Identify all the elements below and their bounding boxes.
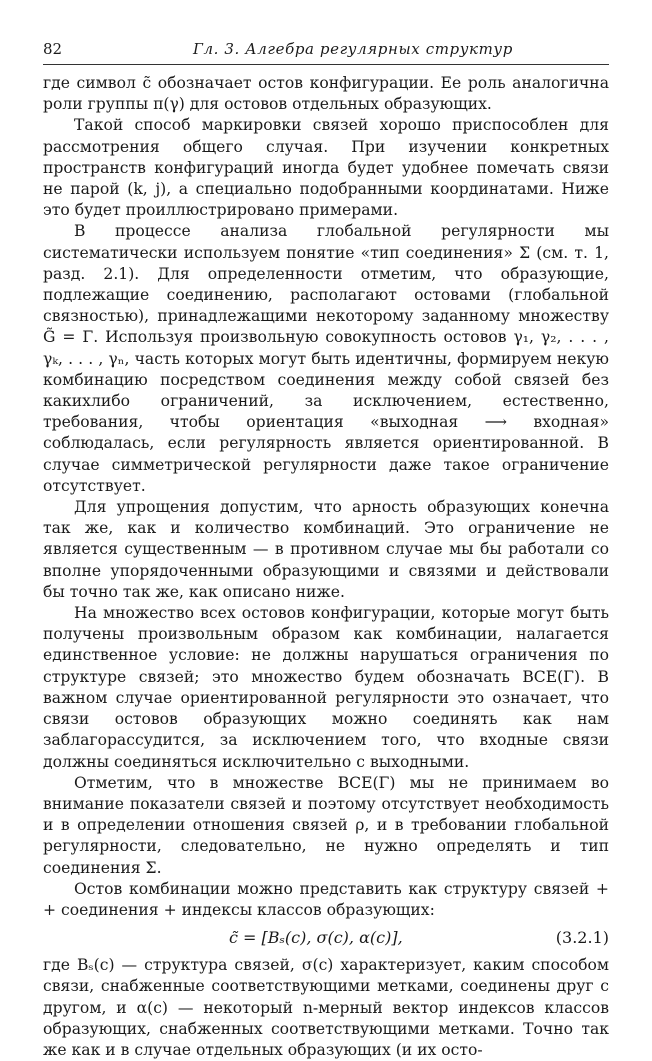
page-number: 82: [43, 40, 63, 58]
paragraph: Отметим, что в множестве ВСЕ(Γ) мы не принимаем во внимание показатели связей и поэтому отсутствует необходимость и в определении отношения связей ρ, и в требовании глобальной регулярности, следовательно, не нужно определять и тип соединения Σ.: [43, 773, 609, 877]
formula-expression: c̃ = [Bₛ(c), σ(c), α(c)],: [229, 928, 403, 948]
paragraph: Такой способ маркировки связей хорошо приспособлен для рассмотрения общего случая. При изучении конкретных пространств конфигураций иногда будет удобнее помечать связи не парой (k, j), а специально подобранными координатами. Ниже это будет проиллюстрировано примерами.: [43, 116, 609, 220]
display-formula: [43, 924, 609, 952]
paragraph: На множество всех остовов конфигурации, которые могут быть получены произвольным образом как комбинации, налагается единственное условие: не должны нарушаться ограничения по структуре связей; это множество будем обозначать ВСЕ(Γ). В важном случае ориентированной регулярности это означает, что связи остовов образующих можно соединять как нам заблагорассудится, за исключением того, что входные связи должны соединяться исключительно с выходными.: [43, 604, 609, 771]
paragraph: Для упрощения допустим, что арность образующих конечна так же, как и количество комбинаций. Это ограничение не является существенным — в противном случае мы бы работали со вполне упорядоченными образующими и связями и действовали бы точно так же, как описано ниже.: [43, 498, 609, 601]
equation-number: (3.2.1): [555, 928, 609, 948]
paragraph: В процессе анализа глобальной регулярности мы систематически используем понятие «тип соединения» Σ (см. т. 1, разд. 2.1). Для определенности отметим, что образующие, подлежащие соединению, располагают остовами (глобальной связностью), принадлежащими некоторому заданному множеству G̃ = Γ. Используя произвольную совокупность остовов γ₁, γ₂, . . . , γₖ, . . . , γₙ, часть которых могут быть идентичны, формируем некую комбинацию посредством соединения между собой связей без какихлибо ограничений, за исключением, естественно, требования, чтобы ориентация «выходная ⟶ входная» соблюдалась, если регулярность является ориентированной. В случае симметрической регулярности даже такое ограничение отсутствует.: [43, 222, 609, 495]
paragraph-continuation: где символ c̃ обозначает остов конфигурации. Ее роль аналогична роли группы π(γ) для остовов отдельных образующих.: [43, 74, 609, 114]
paragraph: где Bₛ(c) — структура связей, σ(c) характеризует, каким способом связи, снабженные соответствующими метками, соединены друг с другом, и α(c) — некоторый n-мерный вектор индексов классов образующих, снабженных соответствующими метками. Точно так же как и в случае отдельных образующих (и их осто-: [43, 956, 609, 1059]
header-rule: [43, 64, 609, 65]
page-header: [43, 40, 609, 62]
page-body: [43, 73, 609, 1061]
paragraph: Остов комбинации можно представить как структуру связей + + соединения + индексы классов образующих:: [43, 879, 609, 919]
running-title: Гл. 3. Алгебра регулярных структур: [193, 40, 513, 58]
